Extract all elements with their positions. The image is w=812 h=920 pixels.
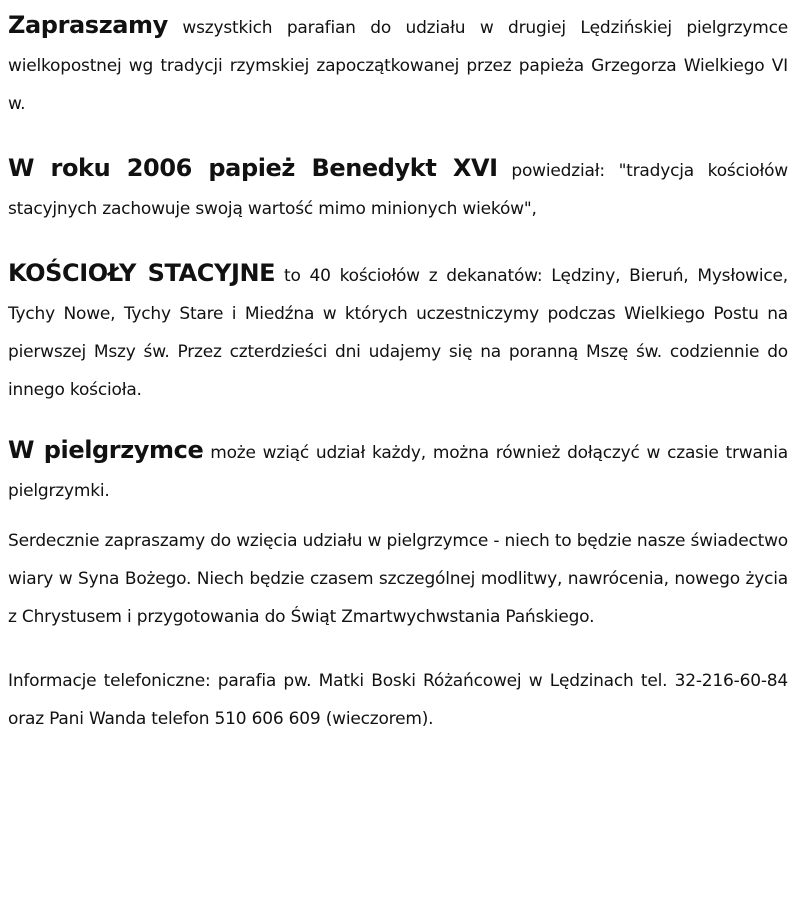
text-invitation: wszystkich parafian do udziału w drugiej Lędzińskiej pielgrzymce wielkopostnej wg tradycji rzymskiej zapoczątkowanej przez papieża Grzegorza Wielkiego VI w. bbox=[8, 18, 788, 114]
paragraph-station-churches bbox=[8, 254, 788, 409]
text-station-churches: to 40 kościołów z dekanatów: Lędziny, Bieruń, Mysłowice, Tychy Nowe, Tychy Stare i Miedźna w których uczestniczymy podczas Wielkiego Postu na pierwszej Mszy św. Przez czterdzieści dni udajemy się na poranną Mszę św. codziennie do innego kościoła. bbox=[8, 266, 789, 400]
text-benedict: powiedział: "tradycja kościołów stacyjnych zachowuje swoją wartość mimo minionych wieków", bbox=[8, 161, 788, 219]
paragraph-invitation bbox=[8, 6, 788, 123]
text-participation: może wziąć udział każdy, można również dołączyć w czasie trwania pielgrzymki. bbox=[8, 443, 788, 501]
paragraph-phone-info bbox=[8, 662, 788, 738]
lead-participation: W pielgrzymce bbox=[8, 436, 204, 464]
lead-benedict: W roku 2006 papież Benedykt XVI bbox=[8, 154, 498, 182]
paragraph-warm-invitation bbox=[8, 522, 788, 636]
text-phone-info: Informacje telefoniczne: parafia pw. Matki Boski Różańcowej w Lędzinach tel. 32-216-60-84 oraz Pani Wanda telefon 510 606 609 (wieczorem). bbox=[8, 671, 788, 729]
paragraph-participation bbox=[8, 431, 788, 510]
lead-invitation: Zapraszamy bbox=[8, 11, 168, 39]
text-warm-invitation: Serdecznie zapraszamy do wzięcia udziału w pielgrzymce - niech to będzie nasze świadectwo wiary w Syna Bożego. Niech będzie czasem szczególnej modlitwy, nawrócenia, nowego życia z Chrystusem i przygotowania do Świąt Zmartwychwstania Pańskiego. bbox=[8, 531, 788, 627]
paragraph-benedict-quote bbox=[8, 149, 788, 228]
lead-station-churches: KOŚCIOŁY STACYJNE bbox=[8, 259, 276, 287]
